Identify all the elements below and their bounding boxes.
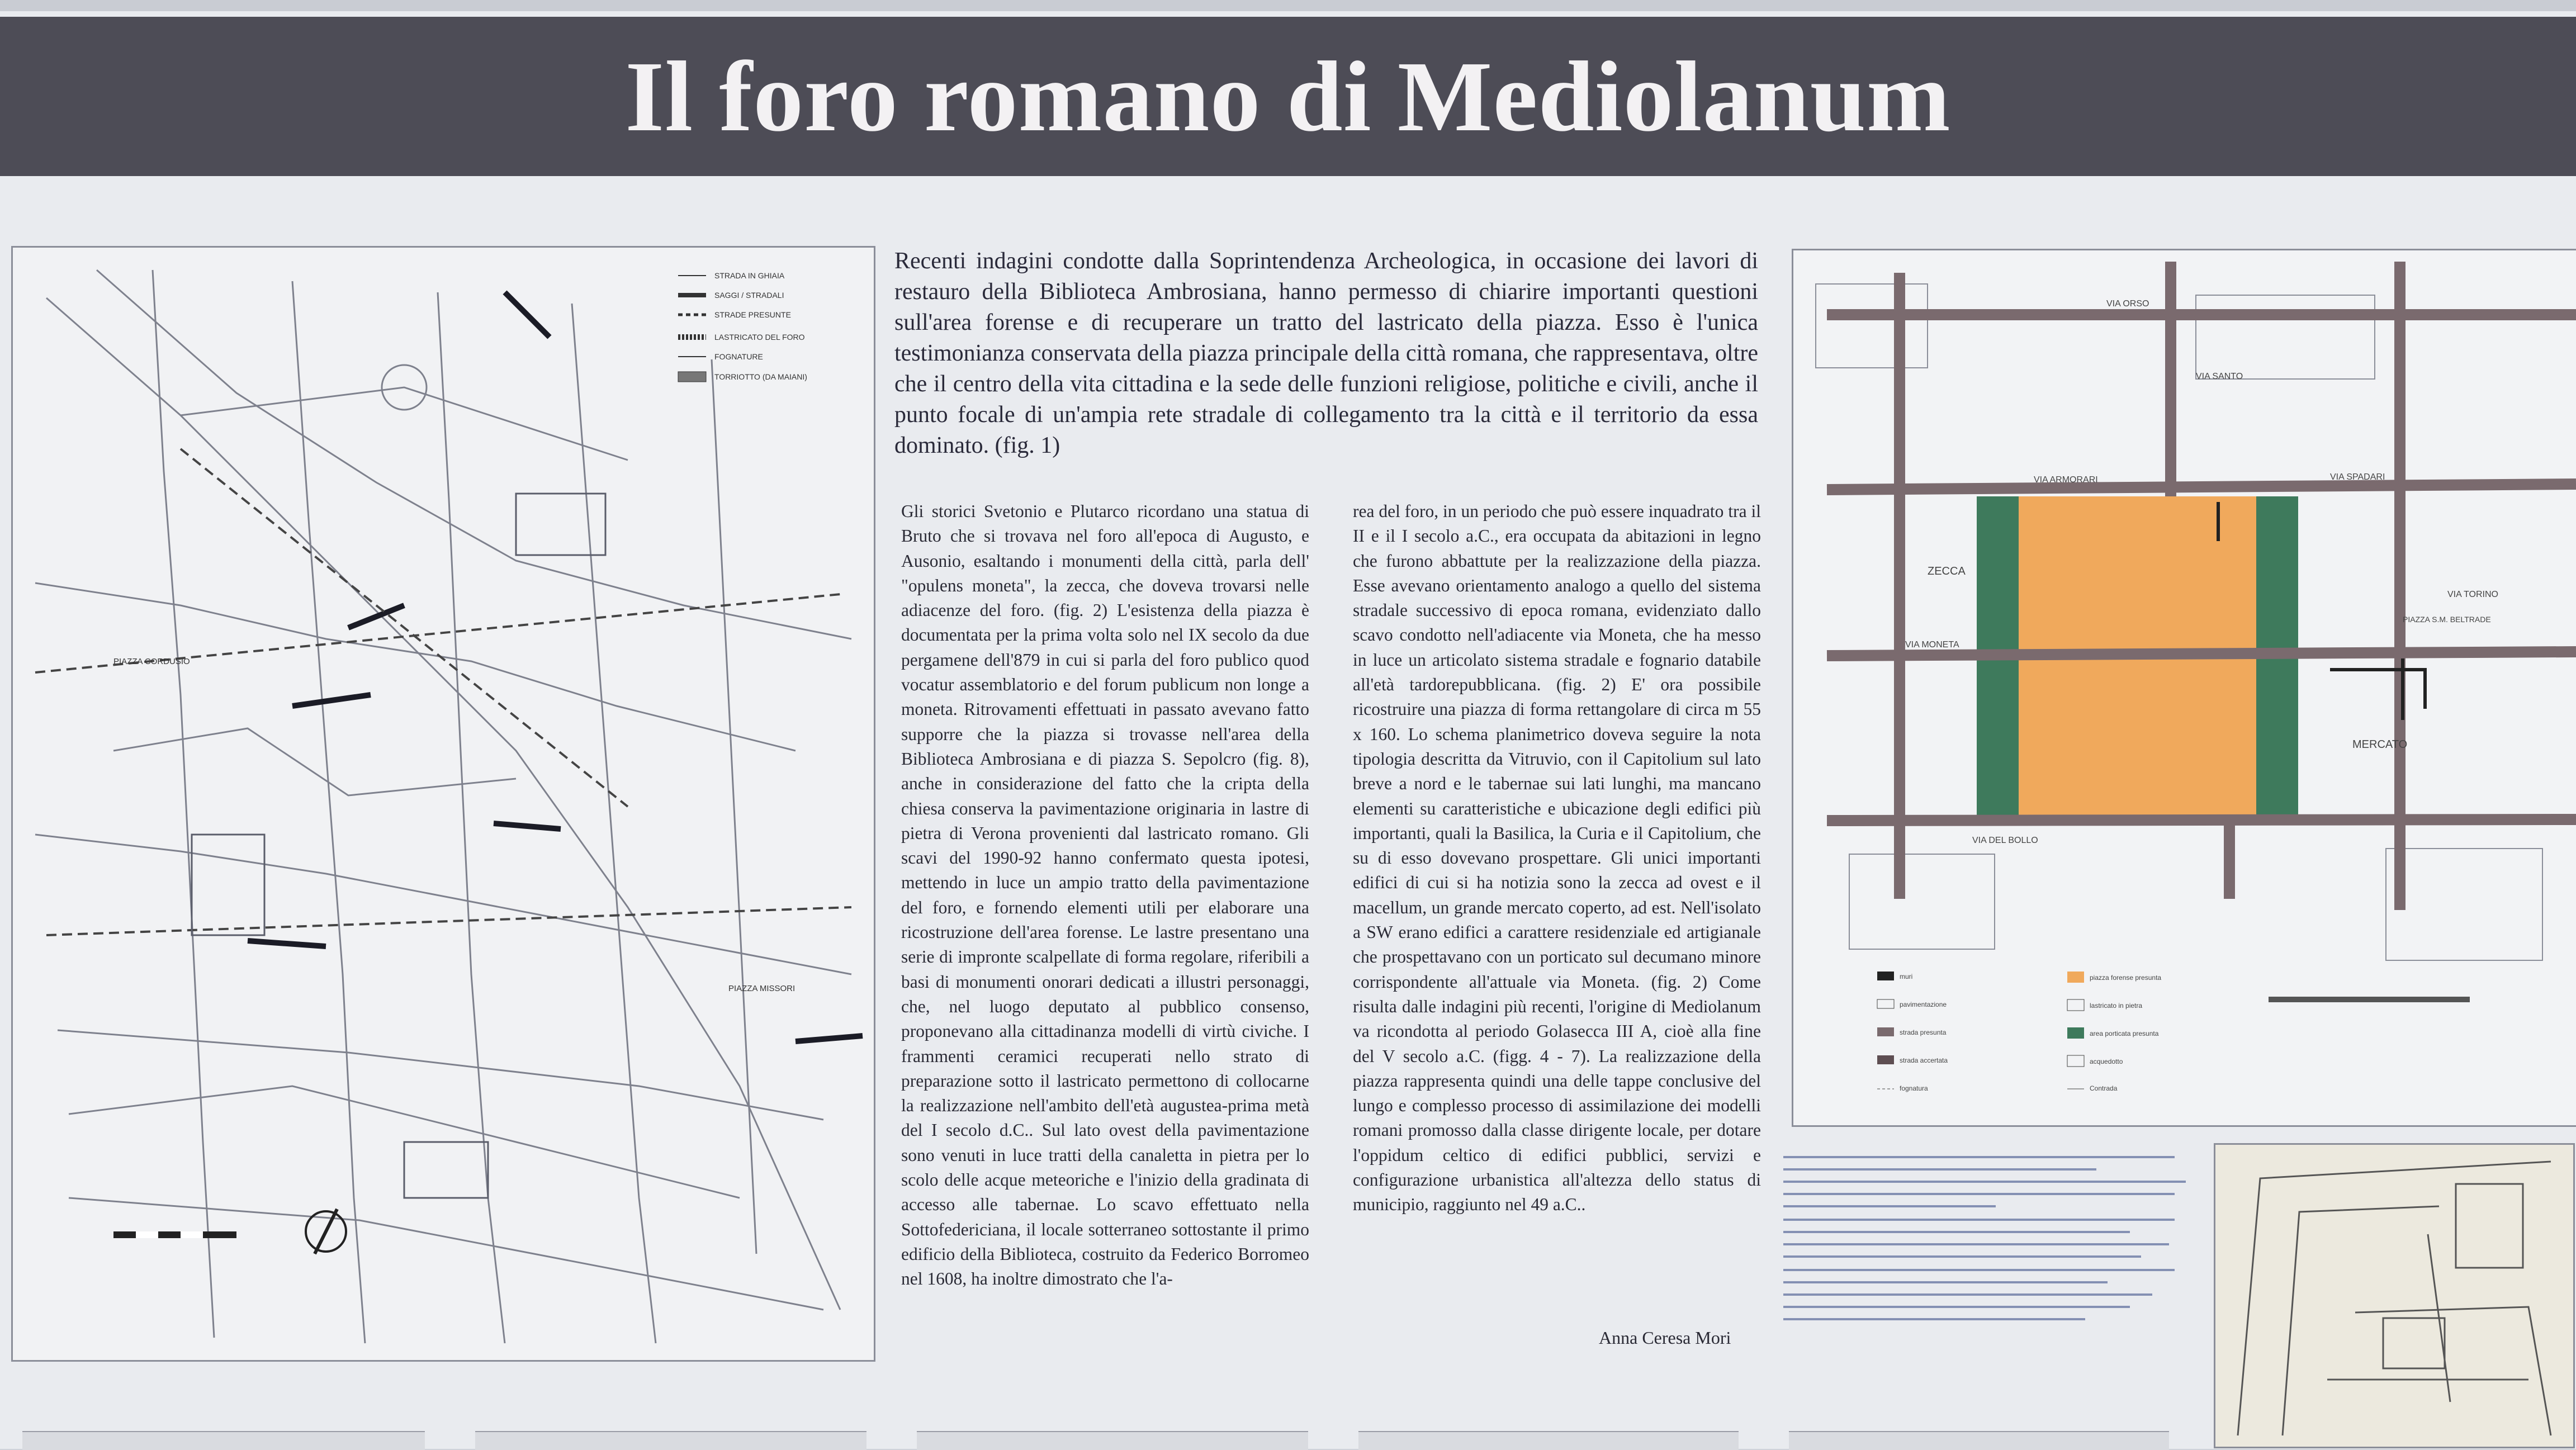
map-label-piazza: PIAZZA S.M. BELTRADE <box>2403 615 2491 624</box>
map-label: PIAZZA CORDUSIO <box>113 657 190 666</box>
legend-item: fognatura <box>1900 1084 1928 1092</box>
legend-item: area porticata presunta <box>2090 1030 2159 1037</box>
bottom-strip <box>475 1431 866 1450</box>
legend-item: FOGNATURE <box>714 352 763 361</box>
scale-bar <box>113 1231 236 1238</box>
caption-lines <box>1783 1153 2197 1331</box>
legend-item: TORRIOTTO (DA MAIANI) <box>714 372 807 381</box>
bottom-strip <box>1789 1431 2169 1450</box>
title-banner <box>0 17 2576 176</box>
legend-item: acquedotto <box>2090 1058 2123 1065</box>
legend-item: LASTRICATO DEL FORO <box>714 333 805 342</box>
text-column-2: rea del foro, in un periodo che può essere inquadrato tra il II e il I secolo a.C., era occupata da abitazioni in legno che furono abbattute per la realizzazione della piazza. Esse avevano orientamento analogo a quello del sistema stradale successivo di epoca romana, evidenziato dallo scavo condotto nell'adiacente via Moneta, che ha messo in luce un articolato sistema stradale e fognario databile all'età tardorepubblicana. (fig. 2) E' ora possibile ricostruire una piazza di forma rettangolare di circa m 55 x 160. Lo schema planimetrico doveva seguire la nota tipologia descritta da Vitruvio, con il Capitolium sul lato breve a nord e le tabernae sui lati lunghi, ma mancano elementi su caratteristiche e ubicazione degli edifici più importanti, quali la Basilica, la Curia e il Capitolium, che su di esso dovevano prospettare. Gli unici importanti edifici di cui si ha notizia sono la zecca ad ovest e il macellum, un grande mercato coperto, ad est. Nell'isolato a SW erano edifici a carattere residenziale ed artigianale che prospettavano con un porticato sul decumano minore corrispondente all'attuale via Moneta. (fig. 2) Come risulta dalle indagini più recenti, l'origine di Mediolanum va ricondotta al periodo Golasecca III A, cioè alla fine del V secolo a.C. (figg. 4 - 7). La realizzazione della piazza rappresenta quindi una delle tappe conclusive del lungo e complesso processo di assimilazione dei modelli romani promosso dalla classe dirigente locale, per dotare l'oppidum celtico di edifici pubblici, servizi e configurazione urbanistica all'altezza dello status di municipio, raggiunto nel 49 a.C.. <box>1353 501 1761 1215</box>
bottom-strip <box>22 1431 425 1450</box>
page-title: Il foro romano di Mediolanum <box>625 41 1951 152</box>
figure-captions <box>1783 1153 2197 1334</box>
legend-item: SAGGI / STRADALI <box>714 291 784 300</box>
legend-item: muri <box>1900 973 1913 980</box>
map-label-zecca: ZECCA <box>1928 565 1966 577</box>
legend-item: Contrada <box>2090 1084 2118 1092</box>
street-label: VIA ORSO <box>2106 299 2149 309</box>
street-label: VIA TORINO <box>2447 590 2498 599</box>
forum-plan <box>1793 250 2576 1125</box>
street-label: VIA SANTO <box>2196 372 2243 381</box>
city-street-map <box>13 248 874 1360</box>
bottom-strip <box>1358 1431 1739 1450</box>
legend-item: strada accertata <box>1900 1056 1948 1064</box>
street-label: VIA DEL BOLLO <box>1972 836 2038 845</box>
historical-map-drawing <box>2215 1145 2573 1447</box>
legend-item: STRADE PRESUNTE <box>714 310 791 319</box>
author-signature: Anna Ceresa Mori <box>1599 1328 1731 1348</box>
legend-item: strada presunta <box>1900 1029 1947 1036</box>
legend-item: STRADA IN GHIAIA <box>714 271 785 280</box>
map-label-mercato: MERCATO <box>2352 738 2408 751</box>
bottom-strip <box>917 1431 1308 1450</box>
legend-item: piazza forense presunta <box>2090 974 2162 982</box>
historical-map <box>2214 1143 2575 1448</box>
street-label: VIA SPADARI <box>2330 472 2385 482</box>
street-label: VIA MONETA <box>1905 640 1959 650</box>
intro-paragraph: Recenti indagini condotte dalla Soprintendenza Archeologica, in occasione dei lavori di restauro della Biblioteca Ambrosiana, hanno permesso di chiarire importanti questioni sull'area forense e di recuperare un tratto del lastricato della piazza. Esso è l'unica testimonianza conservata della piazza principale della città romana, che rappresentava, oltre che il centro della vita cittadina e la sede delle funzioni religiose, politiche e civili, anche il punto focale di un'ampia rete stradale di collegamento tra la città e il territorio da essa dominato. (fig. 1) <box>894 248 1758 458</box>
street-label: VIA ARMORARI <box>2034 475 2098 485</box>
city-map-left <box>11 246 875 1362</box>
text-column-1: Gli storici Svetonio e Plutarco ricordano una statua di Bruto che si trovava nel foro all'epoca di Augusto, e Ausonio, esaltando i monumenti della città, parla dell' "opulens moneta", la zecca, che doveva trovarsi nelle adiacenze del foro. (fig. 2) L'esistenza della piazza è documentata per la prima volta solo nel IX secolo da due pergamene dell'879 in cui si parla del foro publico quod vocatur assemblatorio e del forum publicum non longe a moneta. Ritrovamenti effettuati in passato avevano fatto supporre che la piazza si trovasse nell'area della Biblioteca Ambrosiana e di piazza S. Sepolcro (fig. 8), anche in considerazione del fatto che la cripta della chiesa conserva la pavimentazione originaria in lastre di pietra di Verona provenienti dal lastricato romano. Gli scavi del 1990-92 hanno confermato questa ipotesi, mettendo in luce un ampio tratto della pavimentazione del foro, e fornendo elementi utili per elaborare una ricostruzione dell'area forense. Le lastre presentano una serie di impronte scalpellate di forma regolare, riferibili a basi di monumenti onorari dedicati a illustri personaggi, che, nel luogo deputato al pubblico consenso, proponevano alla cittadinanza modelli di virtù civiche. I frammenti ceramici recuperati nello strato di preparazione sotto il lastricato permettono di collocarne la realizzazione nell'ambito dell'età augustea-prima metà del I secolo d.C.. Sul lato ovest della pavimentazione sono venuti in luce tratti della canaletta in pietra per lo scolo delle acque meteoriche e l'inizio della gradinata di accesso alle tabernae. Lo scavo effettuato nella Sottofedericiana, il locale sotterraneo sottostante il primo edificio della Biblioteca, costruito da Federico Borromeo nel 1608, ha inoltre dimostrato che l'a- <box>901 501 1309 1289</box>
legend-item: lastricato in pietra <box>2090 1002 2143 1010</box>
map-label: PIAZZA MISSORI <box>728 984 795 993</box>
forum-reconstruction-map <box>1792 249 2576 1127</box>
scale-bar <box>2269 997 2470 1002</box>
legend-item: pavimentazione <box>1900 1001 1947 1008</box>
